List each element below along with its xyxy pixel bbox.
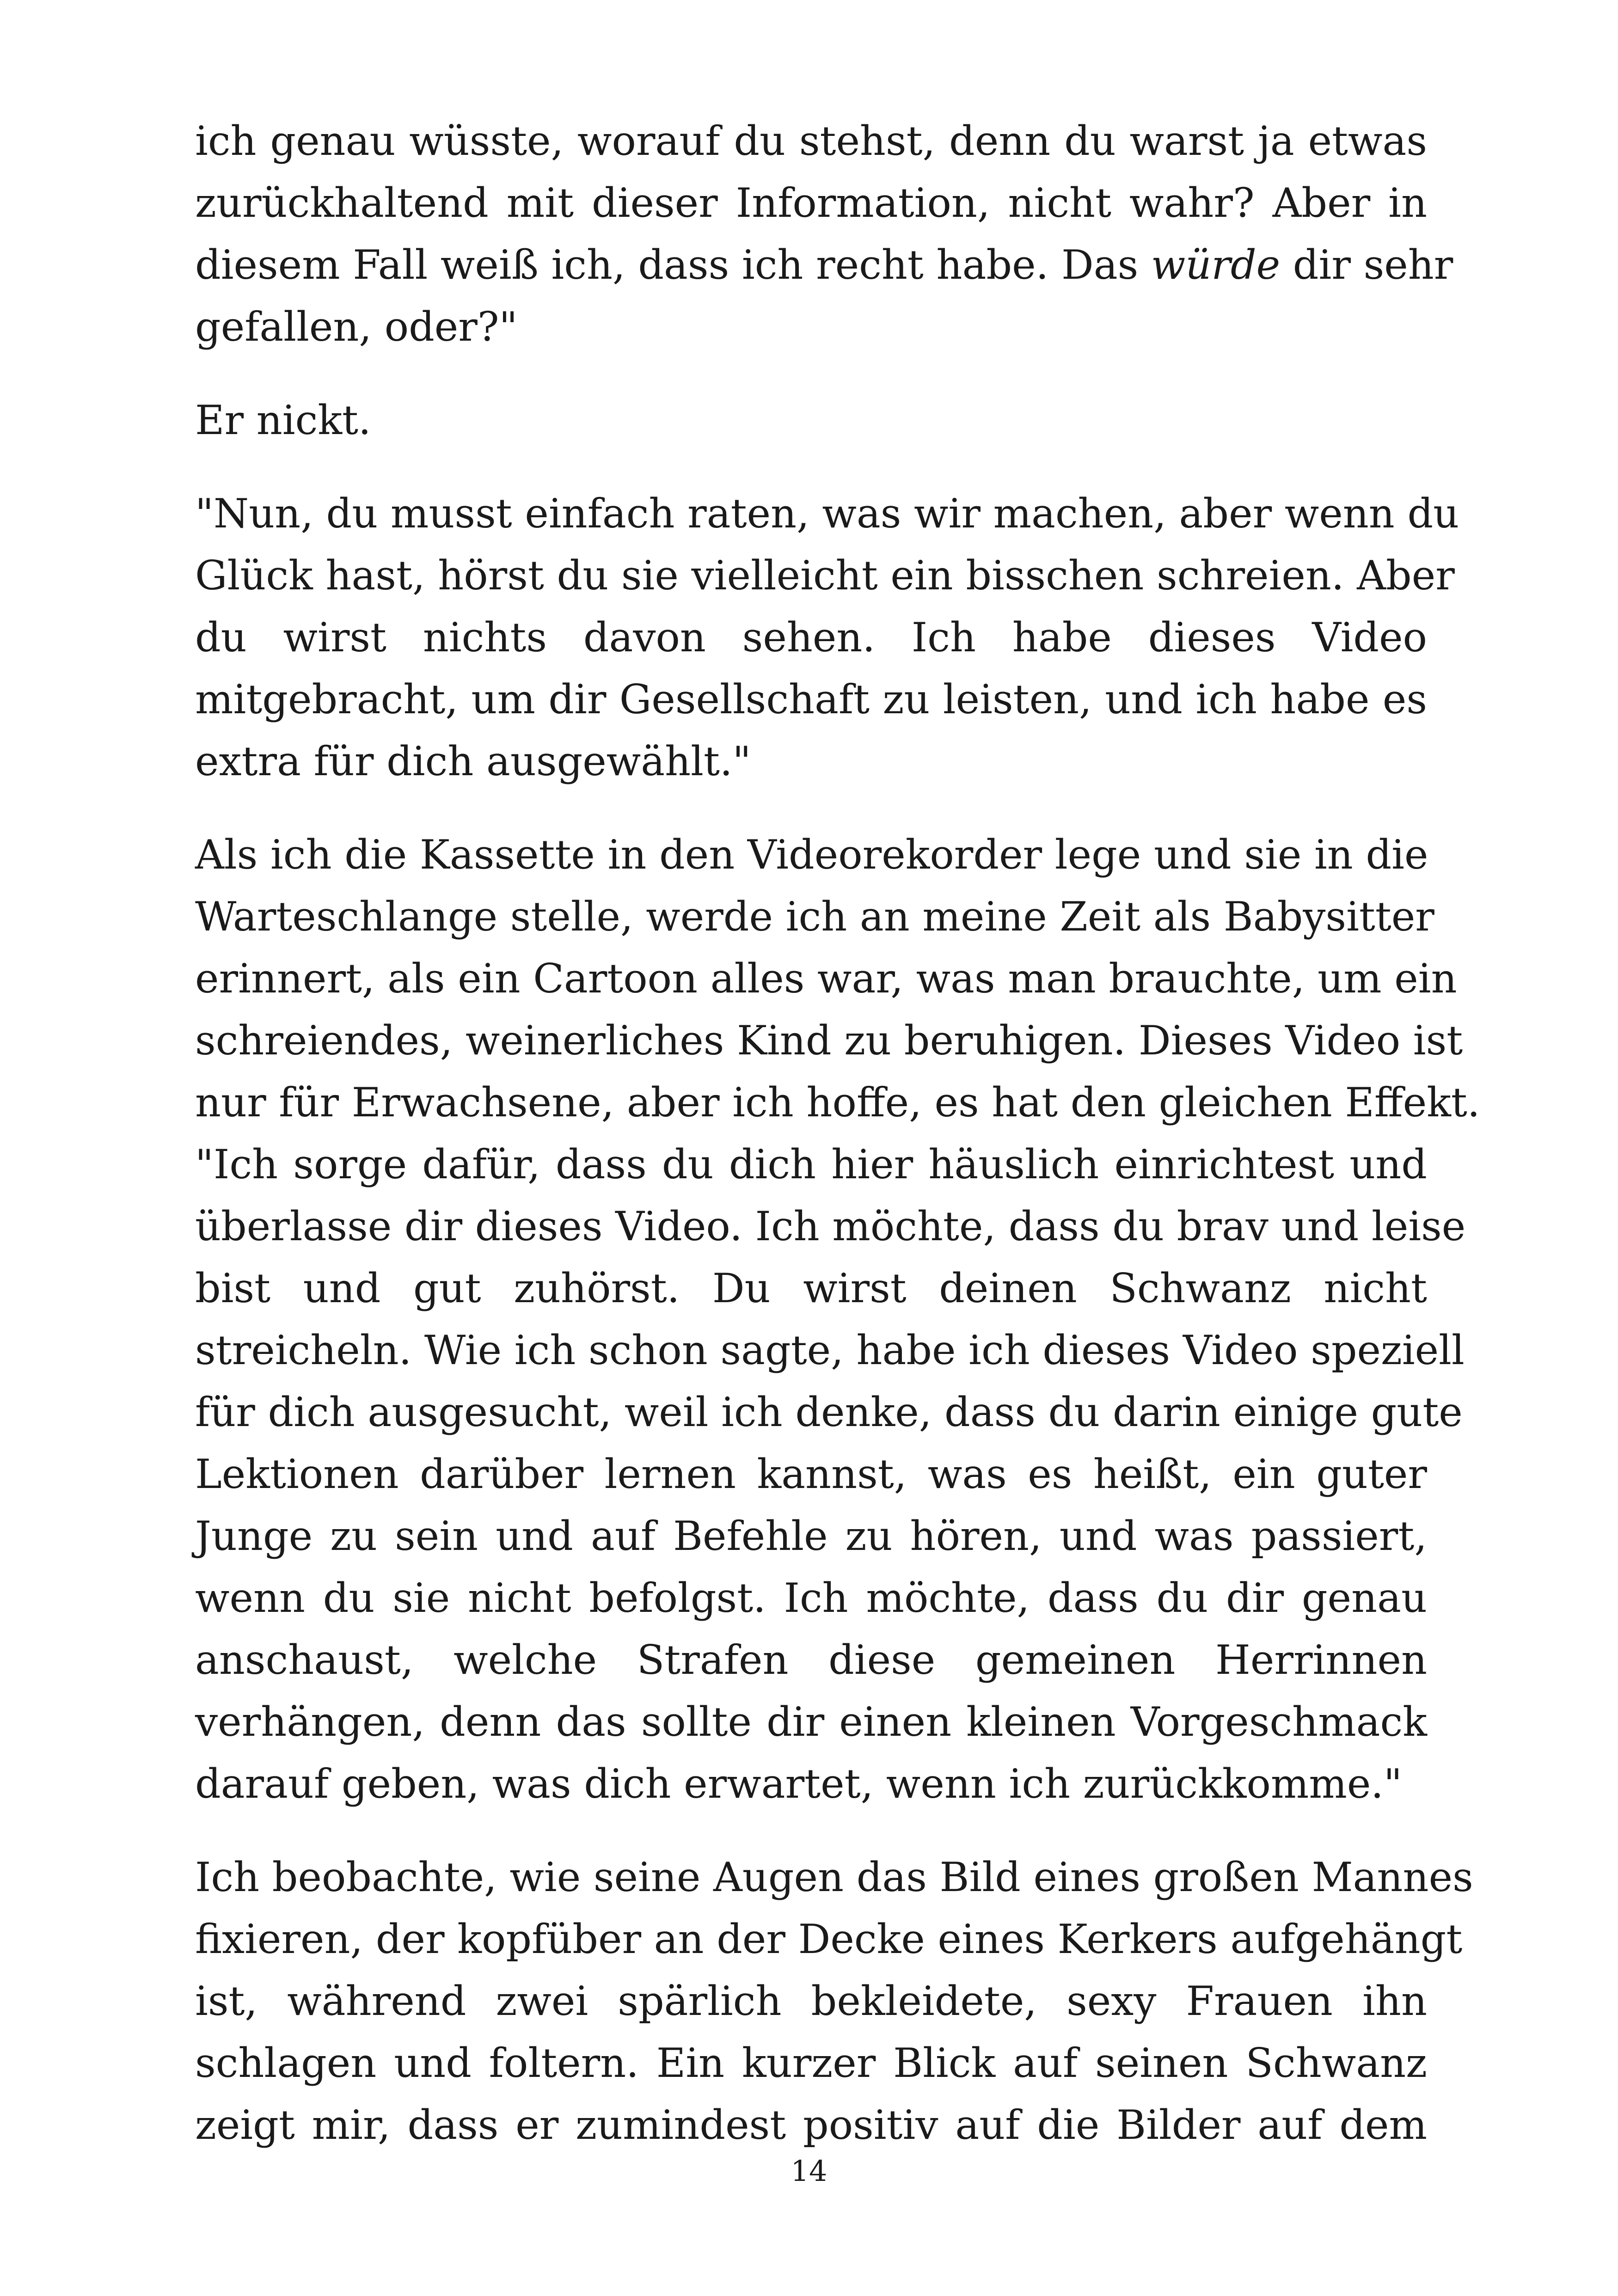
paragraph [195,110,1453,358]
paragraph [195,1846,1473,2156]
text-line: zeigt mir, dass er zumindest positiv auf die Bilder auf dem [195,2101,1427,2149]
text-line: erinnert, als ein Cartoon alles war, was man brauchte, um ein [195,955,1457,1002]
text-line: darauf geben, was dich erwartet, wenn ich zurückkomme." [195,1760,1402,1807]
text-line: Glück hast, hörst du sie vielleicht ein bisschen schreien. Aber [195,552,1455,599]
text-line: Junge zu sein und auf Befehle zu hören, und was passiert, [195,1512,1427,1560]
paragraph [195,389,1427,451]
text-line: fixieren, der kopfüber an der Decke eines Kerkers aufgehängt [195,1916,1463,1963]
text-line: mitgebracht, um dir Gesellschaft zu leisten, und ich habe es [195,676,1427,723]
text-line: wenn du sie nicht befolgst. Ich möchte, dass du dir genau [195,1574,1427,1622]
text-segment: dir sehr [1280,241,1453,288]
text-line: verhängen, denn das sollte dir einen kleinen Vorgeschmack [195,1698,1427,1745]
text-line: ist, während zwei spärlich bekleidete, sexy Frauen ihn [195,1978,1427,2025]
text-line: "Ich sorge dafür, dass du dich hier häuslich einrichtest und [195,1141,1427,1188]
page-number: 14 [791,2154,827,2188]
text-line: Er nickt. [195,397,371,444]
text-line: überlasse dir dieses Video. Ich möchte, dass du brav und leise [195,1203,1466,1250]
text-segment: diesem Fall weiß ich, dass ich recht habe. Das [195,241,1151,288]
text-line [195,234,1453,296]
text-line: du wirst nichts davon sehen. Ich habe dieses Video [195,614,1427,661]
body-text [195,110,1480,2187]
paragraph [195,824,1480,1815]
paragraph [195,483,1459,792]
text-line: anschaust, welche Strafen diese gemeinen Herrinnen [195,1636,1427,1684]
text-line: für dich ausgesucht, weil ich denke, dass du darin einige gute [195,1389,1463,1436]
text-line: bist und gut zuhörst. Du wirst deinen Schwanz nicht [195,1265,1427,1312]
text-line: schreiendes, weinerliches Kind zu beruhigen. Dieses Video ist [195,1017,1463,1064]
text-line: extra für dich ausgewählt." [195,738,751,785]
text-line: schlagen und foltern. Ein kurzer Blick auf seinen Schwanz [195,2039,1427,2087]
text-line: Als ich die Kassette in den Videorekorder lege und sie in die [195,831,1428,878]
text-line: gefallen, oder?" [195,303,518,350]
text-line: nur für Erwachsene, aber ich hoffe, es hat den gleichen Effekt. [195,1079,1480,1126]
text-line: streicheln. Wie ich schon sagte, habe ich dieses Video speziell [195,1327,1465,1374]
text-line: "Nun, du musst einfach raten, was wir machen, aber wenn du [195,490,1459,537]
text-line: Lektionen darüber lernen kannst, was es heißt, ein guter [195,1451,1427,1498]
text-line: zurückhaltend mit dieser Information, nicht wahr? Aber in [195,179,1427,227]
italic-text: würde [1151,241,1281,288]
text-line: Ich beobachte, wie seine Augen das Bild eines großen Mannes [195,1854,1473,1901]
text-line: Warteschlange stelle, werde ich an meine Zeit als Babysitter [195,893,1434,940]
text-line: ich genau wüsste, worauf du stehst, denn du warst ja etwas [195,117,1427,165]
